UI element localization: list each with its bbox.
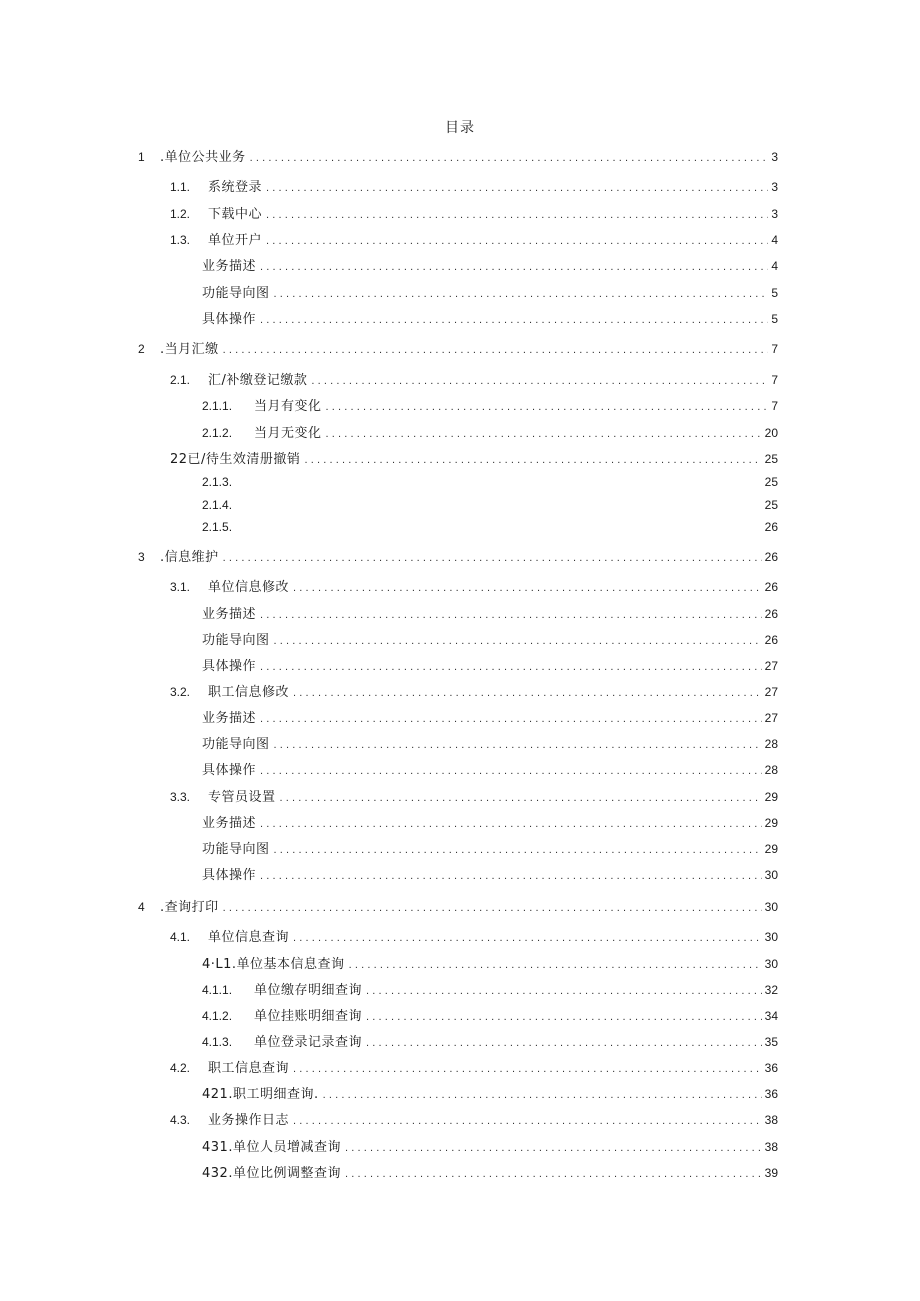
- toc-dot-leader: [274, 631, 762, 651]
- toc-entry[interactable]: [202, 604, 778, 624]
- toc-page-number: 36: [764, 1087, 778, 1101]
- toc-entry[interactable]: [202, 1163, 778, 1183]
- toc-page-number: 7: [771, 342, 778, 356]
- toc-entry-label: 具体操作: [202, 312, 257, 327]
- toc-entry-number: 1.2.: [170, 207, 191, 221]
- toc-dot-leader: [311, 371, 768, 391]
- toc-dot-leader: [260, 657, 762, 677]
- toc-page-number: 25: [764, 498, 778, 512]
- toc-entry-label: 4·L1.单位基本信息查询: [202, 957, 345, 972]
- toc-entry-label: .当月汇缴: [160, 342, 219, 357]
- toc-dot-leader: [293, 578, 762, 598]
- toc-entry-number: 4.1.: [170, 930, 191, 944]
- toc-entry-label: 单位信息修改: [208, 580, 290, 595]
- toc-dot-leader: [293, 683, 762, 703]
- toc-entry-label: 业务描述: [202, 711, 257, 726]
- toc-entry-label: .单位公共业务: [160, 150, 246, 165]
- toc-page-number: 25: [764, 452, 778, 466]
- toc-entry[interactable]: [170, 1058, 778, 1078]
- toc-entry-label: 单位开户: [208, 233, 263, 248]
- toc-entry[interactable]: [202, 813, 778, 833]
- toc-entry-number: 2.1.: [170, 373, 191, 387]
- toc-dot-leader: [349, 955, 762, 975]
- toc-dot-leader: [223, 548, 762, 568]
- toc-entry-number: 3.3.: [170, 790, 191, 804]
- toc-dot-leader: [293, 1111, 762, 1131]
- toc-page-number: 25: [764, 475, 778, 489]
- toc-page-number: 3: [771, 207, 778, 221]
- toc-page-number: 7: [771, 373, 778, 387]
- toc-entry-number: 2.1.1.: [202, 399, 233, 413]
- toc-dot-leader: [326, 424, 762, 444]
- toc-entry[interactable]: [202, 980, 778, 1000]
- toc-page-number: 36: [764, 1061, 778, 1075]
- toc-entry-number: 1.1.: [170, 180, 191, 194]
- toc-entry-number: 4.2.: [170, 1061, 191, 1075]
- toc-dot-leader: [274, 840, 762, 860]
- toc-dot-leader: [293, 928, 762, 948]
- toc-entry[interactable]: [170, 682, 778, 702]
- toc-page-number: 38: [764, 1113, 778, 1127]
- toc-entry-label: 系统登录: [208, 180, 263, 195]
- toc-dot-leader: [345, 1164, 762, 1184]
- toc-entry-label: 专管员设置: [208, 790, 276, 805]
- toc-entry-label: 具体操作: [202, 763, 257, 778]
- toc-entry-label: 功能导向图: [202, 286, 270, 301]
- toc-entry-label: 当月有变化: [254, 399, 322, 414]
- toc-entry[interactable]: [170, 927, 778, 947]
- toc-entry-label: 具体操作: [202, 868, 257, 883]
- toc-dot-leader: [274, 284, 769, 304]
- toc-entry[interactable]: [170, 577, 778, 597]
- toc-entry-number: 4.3.: [170, 1113, 191, 1127]
- toc-entry-number: 2.1.2.: [202, 426, 233, 440]
- toc-page-number: 7: [771, 399, 778, 413]
- toc-entry-label: 单位挂账明细查询: [254, 1009, 363, 1024]
- toc-entry[interactable]: [170, 370, 778, 390]
- toc-entry-number: 1: [138, 150, 145, 164]
- toc-page-number: 29: [764, 816, 778, 830]
- toc-page-number: 35: [764, 1035, 778, 1049]
- toc-entry[interactable]: [202, 517, 778, 537]
- toc-dot-leader: [266, 205, 768, 225]
- toc-entry-label: .查询打印: [160, 900, 219, 915]
- toc-entry[interactable]: [138, 147, 778, 167]
- toc-entry[interactable]: [202, 839, 778, 859]
- toc-page-number: 30: [764, 930, 778, 944]
- toc-dot-leader: [223, 340, 769, 360]
- toc-entry[interactable]: [202, 1084, 778, 1104]
- toc-entry-label: 432.单位比例调整查询: [202, 1166, 341, 1181]
- toc-page-number: 5: [771, 312, 778, 326]
- toc-entry-label: 功能导向图: [202, 842, 270, 857]
- toc-entry[interactable]: [202, 1137, 778, 1157]
- toc-entry-number: 1.3.: [170, 233, 191, 247]
- toc-entry-label: 单位登录记录查询: [254, 1035, 363, 1050]
- toc-entry-label: 职工信息查询: [208, 1061, 290, 1076]
- toc-dot-leader: [260, 761, 762, 781]
- toc-entry[interactable]: [202, 423, 778, 443]
- toc-page-number: 38: [764, 1140, 778, 1154]
- toc-dot-leader: [260, 605, 762, 625]
- toc-entry-number: 2: [138, 342, 145, 356]
- toc-page-number: 26: [764, 520, 778, 534]
- toc-entry-number: 3: [138, 550, 145, 564]
- toc-entry-label: 功能导向图: [202, 633, 270, 648]
- toc-dot-leader: [260, 814, 762, 834]
- toc-page-number: 3: [771, 180, 778, 194]
- toc-entry-label: 具体操作: [202, 659, 257, 674]
- toc-entry-number: 4.1.1.: [202, 983, 233, 997]
- toc-entry-label: 单位缴存明细查询: [254, 983, 363, 998]
- toc-entry[interactable]: [202, 396, 778, 416]
- toc-dot-leader: [260, 866, 762, 886]
- toc-entry-number: 2.1.4.: [202, 498, 233, 512]
- toc-dot-leader: [366, 1033, 762, 1053]
- toc-entry[interactable]: [202, 283, 778, 303]
- toc-entry-label: 当月无变化: [254, 426, 322, 441]
- toc-entry[interactable]: [202, 865, 778, 885]
- toc-entry[interactable]: [170, 449, 778, 469]
- toc-dot-leader: [280, 788, 762, 808]
- toc-entry-number: 4.1.3.: [202, 1035, 233, 1049]
- toc-dot-leader: [323, 1085, 762, 1105]
- toc-entry-label: 职工信息修改: [208, 685, 290, 700]
- toc-page-number: 28: [764, 737, 778, 751]
- toc-entry[interactable]: [202, 1032, 778, 1052]
- toc-page-number: 27: [764, 711, 778, 725]
- toc-dot-leader: [274, 735, 762, 755]
- toc-entry[interactable]: [170, 787, 778, 807]
- toc-dot-leader: [366, 1007, 762, 1027]
- toc-page-number: 27: [764, 659, 778, 673]
- toc-entry-number: 4.1.2.: [202, 1009, 233, 1023]
- toc-entry[interactable]: [202, 954, 778, 974]
- toc-page-number: 4: [771, 259, 778, 273]
- toc-dot-leader: [326, 397, 769, 417]
- toc-dot-leader: [266, 178, 768, 198]
- toc-page-number: 26: [764, 633, 778, 647]
- toc-entry-number: 3.2.: [170, 685, 191, 699]
- toc-entry-number: 2.1.5.: [202, 520, 233, 534]
- toc-page-number: 39: [764, 1166, 778, 1180]
- toc-dot-leader: [223, 898, 762, 918]
- toc-entry[interactable]: [202, 656, 778, 676]
- toc-entry[interactable]: [138, 547, 778, 567]
- toc-entry-label: 业务描述: [202, 607, 257, 622]
- toc-entry-label: .信息维护: [160, 550, 219, 565]
- toc-page-number: 28: [764, 763, 778, 777]
- toc-entry-label: 431.单位人员增减查询: [202, 1140, 341, 1155]
- toc-entry-number: 4: [138, 900, 145, 914]
- toc-entry-number: 3.1.: [170, 580, 191, 594]
- toc-page-number: 20: [764, 426, 778, 440]
- toc-page-number: 4: [771, 233, 778, 247]
- toc-page-number: 30: [764, 900, 778, 914]
- toc-entry[interactable]: [202, 708, 778, 728]
- toc-title: 目录: [445, 120, 475, 136]
- toc-page-number: 5: [771, 286, 778, 300]
- toc-entry-label: 421.职工明细查询.: [202, 1087, 319, 1102]
- toc-dot-leader: [260, 257, 768, 277]
- toc-entry[interactable]: [138, 897, 778, 917]
- toc-entry[interactable]: [202, 309, 778, 329]
- toc-entry-label: 下载中心: [208, 207, 263, 222]
- toc-entry[interactable]: [202, 1006, 778, 1026]
- toc-entry-number: 2.1.3.: [202, 475, 233, 489]
- toc-page-number: 26: [764, 607, 778, 621]
- toc-page-number: 34: [764, 1009, 778, 1023]
- toc-dot-leader: [366, 981, 762, 1001]
- toc-entry-label: 业务描述: [202, 816, 257, 831]
- toc-entry[interactable]: [170, 204, 778, 224]
- toc-entry[interactable]: [170, 1110, 778, 1130]
- toc-entry-label: 22已/待生效清册撤销: [170, 452, 301, 467]
- toc-page-number: 29: [764, 842, 778, 856]
- toc-page-number: 3: [771, 150, 778, 164]
- toc-entry[interactable]: [170, 230, 778, 250]
- toc-page-number: 30: [764, 957, 778, 971]
- toc-entry-label: 业务描述: [202, 259, 257, 274]
- toc-entry[interactable]: [170, 177, 778, 197]
- toc-dot-leader: [345, 1138, 762, 1158]
- toc-page-number: 30: [764, 868, 778, 882]
- toc-page-number: 32: [764, 983, 778, 997]
- toc-entry-label: 汇/补缴登记缴款: [208, 373, 308, 388]
- toc-page-number: 29: [764, 790, 778, 804]
- toc-entry[interactable]: [202, 256, 778, 276]
- toc-entry-label: 功能导向图: [202, 737, 270, 752]
- toc-page-number: 26: [764, 550, 778, 564]
- toc-entry-label: 业务操作日志: [208, 1113, 290, 1128]
- toc-entry-label: 单位信息查询: [208, 930, 290, 945]
- toc-page-number: 27: [764, 685, 778, 699]
- toc-page-number: 26: [764, 580, 778, 594]
- toc-entry[interactable]: [202, 734, 778, 754]
- toc-entry[interactable]: [202, 760, 778, 780]
- toc-dot-leader: [293, 1059, 762, 1079]
- toc-dot-leader: [250, 148, 769, 168]
- toc-entry[interactable]: [202, 495, 778, 515]
- toc-entry[interactable]: [202, 630, 778, 650]
- toc-entry[interactable]: [138, 339, 778, 359]
- toc-dot-leader: [260, 709, 762, 729]
- toc-dot-leader: [266, 231, 768, 251]
- toc-dot-leader: [304, 450, 761, 470]
- toc-dot-leader: [260, 310, 768, 330]
- toc-entry[interactable]: [202, 472, 778, 492]
